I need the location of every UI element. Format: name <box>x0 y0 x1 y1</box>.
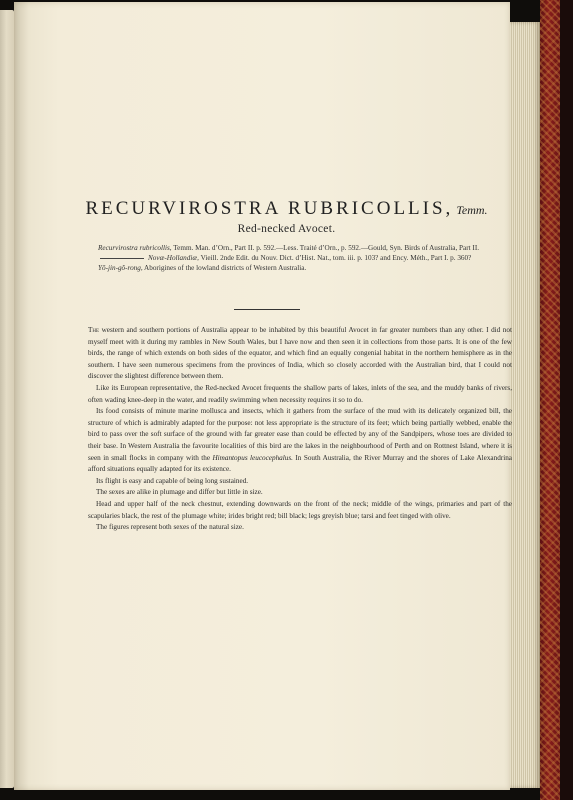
book-cover-edge <box>560 0 573 800</box>
synonym-name: Yŏ-jin-gŏ-rong, <box>98 264 143 272</box>
synonym-reference: Temm. Man. d’Orn., Part II. p. 592.—Less. Traité d’Orn., p. 592.—Gould, Syn. Birds of Australia, Part II. <box>171 244 480 252</box>
previous-page-edge <box>0 10 14 788</box>
ditto-dash <box>100 258 144 259</box>
paragraph: The figures represent both sexes of the natural size. <box>96 523 244 532</box>
paragraph: Its food consists of minute marine mollusca and insects, which it gathers from the surface of the mud with its delicately organized bill, the structure of which is admirably adapted for the purpose: not less appropriate is the structure of its feet; which being partially webbed, enable the bird to pass over the soft surface of the ground with far greater ease than could be effected by any of the Sandpipers, whose toes are divided to their base. In Western Australia the favourite localities of this bird are the lakes in the neighbourhood of Perth and on Rottnest Island, where it is seen in small flocks in company with the Himantopus leucocephalus. In South Australia, the River Murray and the shores of Lake Alexandrina afford situations equally adapted for its existence. <box>88 407 512 474</box>
paragraph: Its flight is easy and capable of being long sustained. <box>96 476 249 485</box>
synonym-name: Recurvirostra rubricollis, <box>98 244 172 252</box>
synonymy-block <box>98 243 510 273</box>
lead-word: The <box>88 326 100 334</box>
divider-rule <box>234 309 300 310</box>
synonym-entry <box>98 243 510 253</box>
synonym-name: Novæ-Hollandiæ, <box>148 254 199 262</box>
paragraph: Like its European representative, the Red-necked Avocet frequents the shallow parts of lakes, inlets of the sea, and the muddy banks of rivers, often wading knee-deep in the water, and readily swimming when necessity requires it so to do. <box>88 383 512 404</box>
paragraph: The sexes are alike in plumage and differ but little in size. <box>96 488 263 497</box>
species-name: Himantopus leucocephalus. <box>212 453 293 462</box>
body-text <box>88 325 512 534</box>
synonym-entry <box>98 263 510 273</box>
scientific-name: RECURVIROSTRA RUBRICOLLIS, <box>85 198 454 219</box>
authority: Temm. <box>456 203 488 217</box>
plate-title <box>0 198 573 220</box>
synonym-entry <box>98 253 510 263</box>
paragraph: Head and upper half of the neck chestnut, extending downwards on the front of the neck; middle of the wings, primaries and part of the scapularies black, the rest of the plumage white; irides bright red; bill black; legs greyish blue; tarsi and feet tinged with olive. <box>88 499 512 520</box>
synonym-reference: Vieill. 2nde Edit. du Nouv. Dict. d’Hist. Nat., tom. iii. p. 103? and Ency. Méth., Part I. p. 360? <box>198 254 472 262</box>
common-name: Red-necked Avocet. <box>237 223 336 235</box>
book-binding <box>540 0 560 800</box>
paragraph: The western and southern portions of Australia appear to be inhabited by this beautiful Avocet in far greater numbers than any other. I did not myself meet with it during my rambles in New South Wales, but I have now and then seen it in collections from those parts. It is one of the few birds, the range of which extends on both sides of the equator, and which find an equally congenial habitat in the northern hemisphere as in the southern. I have seen numerous specimens from the provinces of India, which so closely accorded with the Australian bird, that I could not discover the slightest difference between them. <box>88 326 512 381</box>
synonym-reference: Aborigines of the lowland districts of Western Australia. <box>142 264 307 272</box>
page-stack-edges <box>510 22 540 788</box>
